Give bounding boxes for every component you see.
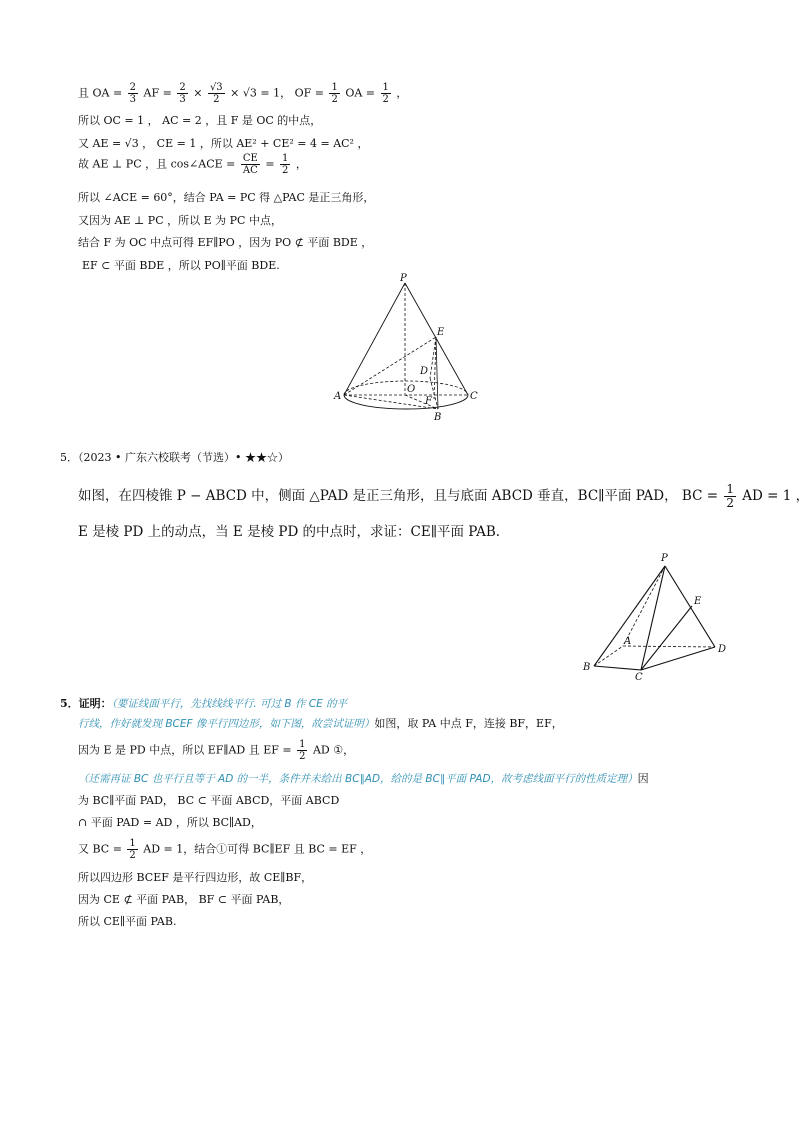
label-B: B <box>434 412 442 423</box>
fraction: $\frac{√3}{2}$ <box>209 82 223 105</box>
problem5-header: 5．（2023 • 广东六校联考（节选）• ★★☆） <box>60 451 289 464</box>
problem5-line2: E 是棱 PD 上的动点，当 E 是棱 PD 的中点时，求证：CE∥平面 PAB. <box>78 524 501 540</box>
fraction: $\frac{2}{3}$ <box>129 82 137 105</box>
solution5-line10: 所以 CE∥平面 PAB. <box>78 915 177 928</box>
segment-OB <box>405 395 438 409</box>
segment-EF <box>434 337 436 399</box>
solution5-line2: 行线，作好就发现 BCEF 像平行四边形，如下图，故尝试证明）如图，取 PA 中点 F，连接 BF，EF， <box>78 717 563 730</box>
label-C: C <box>470 391 478 402</box>
solution5-line9: 因为 CE ⊄ 平面 PAB， BF ⊂ 平面 PAB， <box>78 893 290 906</box>
proof4-line6: 又因为 AE ⊥ PC ，所以 E 为 PC 中点， <box>78 214 282 227</box>
fraction: $\frac{2}{3}$ <box>179 82 186 105</box>
fraction: $\frac{1}{2}$ <box>299 739 306 762</box>
fraction: $\frac{1}{2}$ <box>282 153 289 176</box>
fraction: $\frac{1}{2}$ <box>382 82 389 105</box>
edge-BC <box>594 666 641 670</box>
hint-note: （要证线面平行，先找线线平行. 可过 B 作 CE 的平 <box>111 698 348 710</box>
solution5-line8: 所以四边形 BCEF 是平行四边形，故 CE∥BF， <box>78 871 313 884</box>
label-E: E <box>694 596 702 607</box>
hint-note: （还需再证 BC 也平行且等于 AD 的一半，条件并未给出 BC∥AD，给的是 BC∥平面 PAD，故考虑线面平行的性质定理） <box>78 773 638 785</box>
edge-PD <box>665 566 715 647</box>
label-C: C <box>635 672 643 683</box>
label-D: D <box>420 366 429 377</box>
solution5-line5: 为 BC∥平面 PAD， BC ⊂ 平面 ABCD，平面 ABCD <box>78 794 340 807</box>
edge-AD <box>623 646 715 647</box>
edge-PA <box>623 566 665 646</box>
proof4-line2: 所以 OC = 1 ， AC = 2 ，且 F 是 OC 的中点， <box>78 114 322 127</box>
solution5-line6: ∩ 平面 PAD = AD ，所以 BC∥AD， <box>78 816 262 829</box>
label-F: F <box>425 396 432 407</box>
label-B: B <box>583 662 591 673</box>
segment-AB <box>344 395 438 409</box>
edge-CD <box>641 647 715 670</box>
solution5-line4: （还需再证 BC 也平行且等于 AD 的一半，条件并未给出 BC∥AD，给的是 BC∥平面 PAD，故考虑线面平行的性质定理）因 <box>78 772 649 785</box>
proof4-line8: EF ⊂ 平面 BDE ，所以 PO∥平面 BDE. <box>82 259 280 272</box>
label-O: O <box>407 384 416 395</box>
fraction: $\frac{CE}{AC}$ <box>242 153 258 176</box>
edge-AB <box>594 646 623 666</box>
solution5-line3: 因为 E 是 PD 中点，所以 EF∥AD 且 EF = $\frac{1}{2}$ AD ①， <box>78 739 355 762</box>
problem5-line1: 如图，在四棱锥 P − ABCD 中，侧面 △PAD 是正三角形，且与底面 ABCD 垂直，BC∥平面 PAD， BC = $\frac{1}{2}$ AD = 1 ， <box>78 482 809 510</box>
edge-PA <box>344 283 405 395</box>
proof4-line7: 结合 F 为 OC 中点可得 EF∥PO ，因为 PO ⊄ 平面 BDE ， <box>78 236 373 249</box>
fraction: $\frac{1}{2}$ <box>726 482 734 510</box>
solution5-line1: 5．证明：（要证线面平行，先找线线平行. 可过 B 作 CE 的平 <box>60 697 348 710</box>
proof4-line4: 故 AE ⊥ PC ，且 cos∠ACE = $\frac{CE}{AC}$ = $\frac{1}{2}$ ， <box>78 153 307 176</box>
label-P: P <box>400 273 407 284</box>
proof4-line5: 所以 ∠ACE = 60°，结合 PA = PC 得 △PAC 是正三角形， <box>78 191 375 204</box>
label-A: A <box>334 391 342 402</box>
segment-EB <box>436 337 438 409</box>
edge-PC <box>405 283 468 395</box>
label-P: P <box>661 553 668 564</box>
pyramid-figure <box>578 550 738 682</box>
edge-PB <box>594 566 665 666</box>
hint-note: 行线，作好就发现 BCEF 像平行四边形，如下图，故尝试证明） <box>78 718 375 730</box>
fraction: $\frac{1}{2}$ <box>331 82 338 105</box>
label-D: D <box>718 644 727 655</box>
solution5-line7: 又 BC = $\frac{1}{2}$ AD = 1，结合①可得 BC∥EF 且 BC = EF ， <box>78 838 372 861</box>
label-E: E <box>437 327 445 338</box>
proof4-line1: 且 OA = $\frac{2}{3}$ AF = $\frac{2}{3}$ × $\frac{√3}{2}$ × √3 = 1， OF = $\frac{1}{2}$ OA = $\frac{1}{2}$ ， <box>78 82 408 105</box>
fraction: $\frac{1}{2}$ <box>129 838 136 861</box>
cone-base-front <box>344 395 468 409</box>
cone-figure <box>330 272 480 424</box>
label-A: A <box>624 636 632 647</box>
proof4-line3: 又 AE = √3 ， CE = 1 ，所以 AE² + CE² = 4 = AC² ， <box>78 137 369 150</box>
